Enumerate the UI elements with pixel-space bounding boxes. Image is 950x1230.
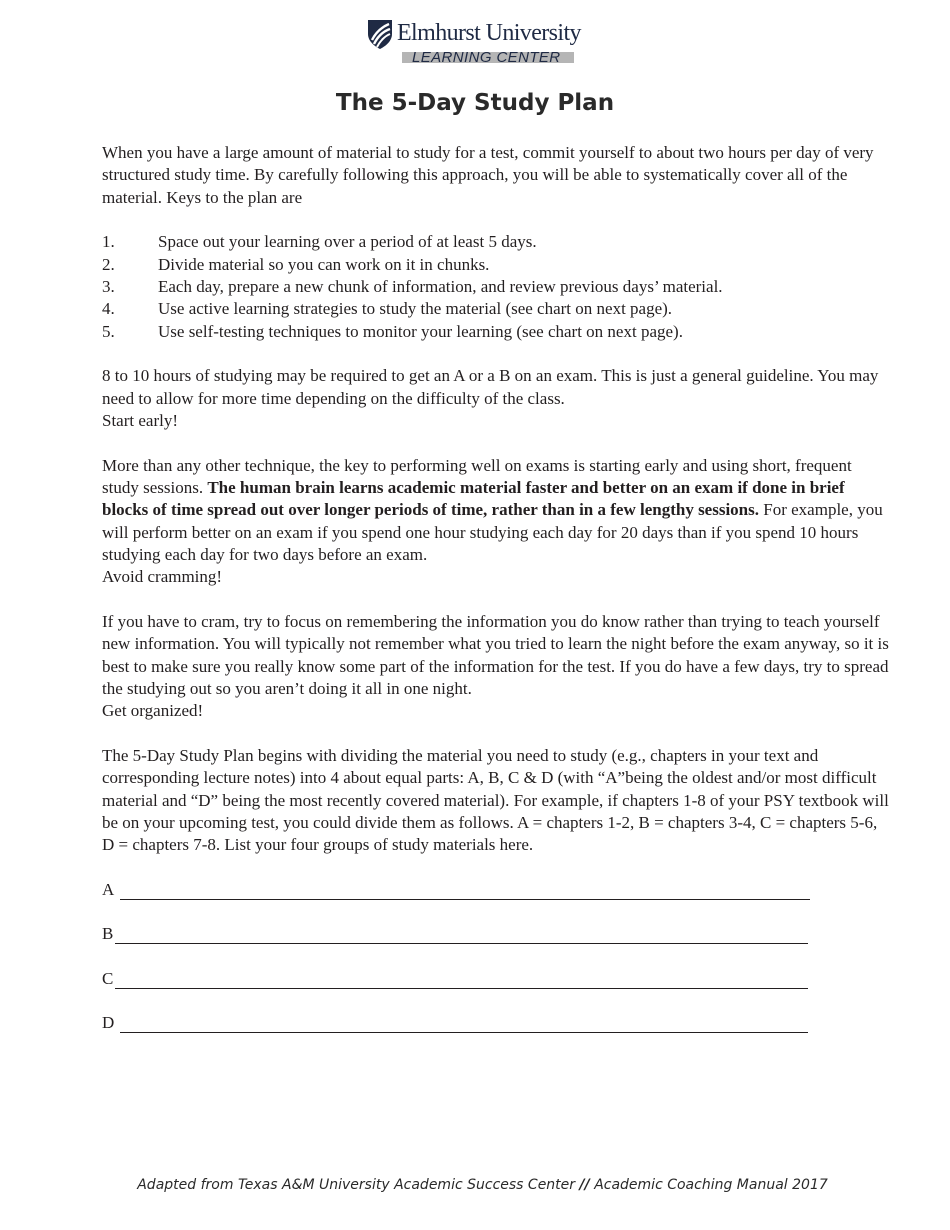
list-item xyxy=(102,276,892,298)
university-shield-icon xyxy=(366,18,394,50)
study-group-label: D xyxy=(102,1013,115,1032)
list-item-text: Use self-testing techniques to monitor your learning (see chart on next page). xyxy=(158,321,683,341)
list-item xyxy=(102,298,892,320)
page-footer xyxy=(0,1177,950,1193)
study-group-d-field[interactable] xyxy=(102,1013,808,1033)
technique-paragraph xyxy=(102,455,892,566)
intro-paragraph: When you have a large amount of material to study for a test, commit yourself to about two hours per day of very structured study time. By carefully following this approach, you will be able to systematically cover all of the material. Keys to the plan are xyxy=(102,143,874,207)
fill-in-line xyxy=(120,899,810,900)
study-group-label: A xyxy=(102,880,115,899)
document-body xyxy=(102,142,892,857)
study-group-label: C xyxy=(102,969,114,988)
fill-in-line xyxy=(115,988,808,989)
university-logo xyxy=(366,16,596,68)
avoid-cramming-heading: Avoid cramming! xyxy=(102,567,223,587)
footer-manual: Academic Coaching Manual 2017 xyxy=(594,1177,828,1193)
footer-source: Adapted from Texas A&M University Academic Success Center xyxy=(137,1177,576,1193)
get-organized-heading: Get organized! xyxy=(102,701,204,721)
study-group-c-field[interactable] xyxy=(102,969,808,989)
list-item-number: 5. xyxy=(102,321,115,341)
list-item-number: 3. xyxy=(102,276,115,296)
list-item-number: 4. xyxy=(102,299,115,319)
fill-in-line xyxy=(120,1032,808,1033)
list-item-number: 1. xyxy=(102,232,115,252)
study-group-b-field[interactable] xyxy=(102,924,808,944)
list-item-number: 2. xyxy=(102,254,115,274)
plan-paragraph: The 5-Day Study Plan begins with dividing the material you need to study (e.g., chapters in your text and corresponding lecture notes) into 4 about equal parts: A, B, C & D (with “A”being the oldest and/or most difficult material and “D” being the most recently covered material). For example, if chapters 1-8 of your PSY textbook will be on your upcoming test, you could divide them as follows. A = chapters 1-2, B = chapters 3-4, C = chapters 5-6, D = chapters 7-8. List your four groups of study materials here. xyxy=(102,746,889,855)
fill-in-line xyxy=(115,943,808,944)
footer-separator: // xyxy=(579,1177,590,1193)
technique-text-emphasis: The human brain learns academic material faster and better on an exam if done in brief blocks of time spread out over longer periods of time, rather than in a few lengthy sessions. xyxy=(102,478,845,520)
list-item xyxy=(102,254,892,276)
list-item xyxy=(102,321,892,343)
list-item-text: Space out your learning over a period of at least 5 days. xyxy=(158,232,537,252)
technique-text-intro: More than any other technique, the key to performing well on exams is starting early and using short, frequent study sessions. xyxy=(102,455,852,498)
study-group-label: B xyxy=(102,924,114,943)
start-early-heading: Start early! xyxy=(102,410,178,430)
department-name: LEARNING CENTER xyxy=(412,49,561,66)
page-title: The 5-Day Study Plan xyxy=(335,90,615,116)
study-group-a-field[interactable] xyxy=(102,880,810,900)
university-name: Elmhurst University xyxy=(397,20,581,46)
list-item-text: Each day, prepare a new chunk of information, and review previous days’ material. xyxy=(158,276,723,296)
list-item-text: Divide material so you can work on it in chunks. xyxy=(158,254,490,274)
technique-text-example: For example, you will perform better on an exam if you spend one hour studying each day for 20 days than if you spend 10 hours studying each day for two days before an exam. xyxy=(102,500,883,564)
list-item xyxy=(102,231,892,253)
cram-paragraph: If you have to cram, try to focus on remembering the information you do know rather than trying to teach yourself new information. You will typically not remember what you tried to learn the night before the exam anyway, so it is best to make sure you really know some part of the information for the test. If you do have a few days, try to spread the studying out so you aren’t doing it all in one night. xyxy=(102,612,889,698)
list-item-text: Use active learning strategies to study the material (see chart on next page). xyxy=(158,299,673,319)
keys-list xyxy=(102,231,892,342)
hours-paragraph: 8 to 10 hours of studying may be required to get an A or a B on an exam. This is just a general guideline. You may need to allow for more time depending on the difficulty of the class. xyxy=(102,366,879,408)
